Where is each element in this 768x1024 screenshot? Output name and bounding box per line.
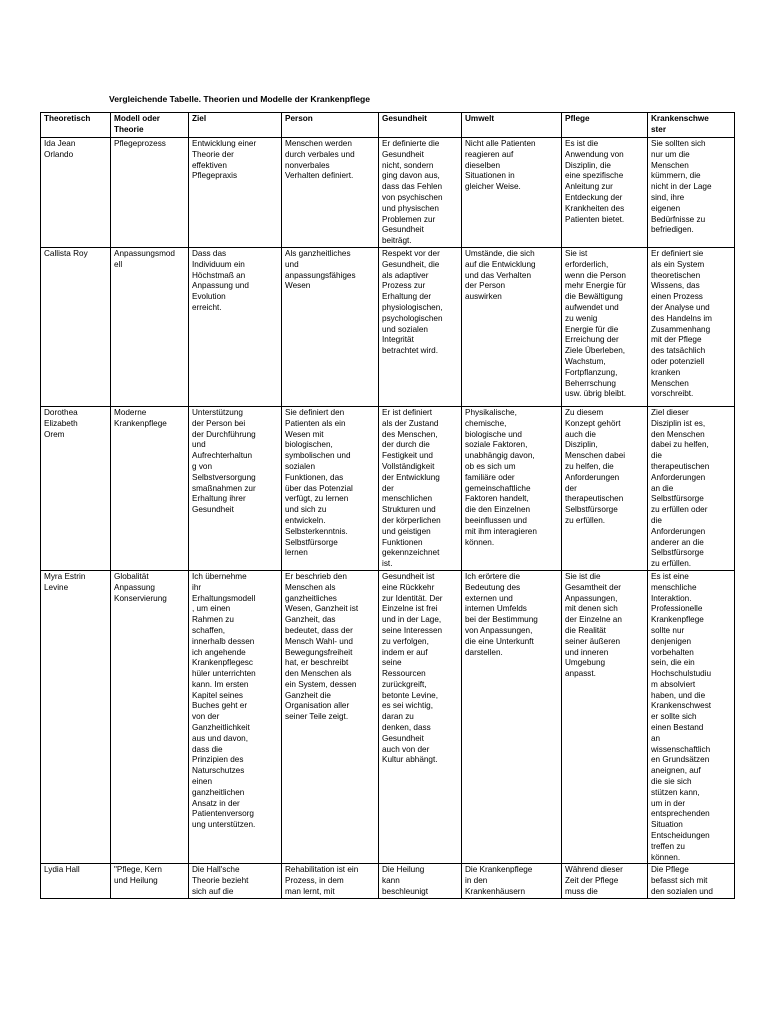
document-title: Vergleichende Tabelle. Theorien und Modelle der Krankenpflege — [109, 94, 371, 104]
header-pflege: Pflege — [562, 113, 648, 138]
table-cell: Dass das Individuum ein Höchstmaß an Anpassung und Evolution erreicht. — [189, 247, 282, 406]
table-cell: Die Heilung kann beschleunigt — [379, 864, 462, 898]
table-cell: Moderne Krankenpflege — [111, 406, 189, 570]
header-row — [41, 113, 735, 138]
table-row — [41, 138, 735, 248]
table-cell: Die Krankenpflege in den Krankenhäusern — [462, 864, 562, 898]
header-gesundheit: Gesundheit — [379, 113, 462, 138]
table-cell: Zu diesem Konzept gehört auch die Disziplin, Menschen dabei zu helfen, die Anforderungen der therapeutischen Selbstfürsorge zu erfüllen. — [562, 406, 648, 570]
header-theoretisch: Theoretisch — [41, 113, 111, 138]
header-ziel: Ziel — [189, 113, 282, 138]
table-cell: Ida Jean Orlando — [41, 138, 111, 248]
table-cell: Pflegeprozess — [111, 138, 189, 248]
table-cell: Er beschrieb den Menschen als ganzheitliches Wesen, Ganzheit ist Ganzheit, das bedeutet, dass der Mensch Wahl- und Bewegungsfreiheit hat, er beschreibt den Menschen als ein System, dessen Ganzheit die Organisation aller seiner Teile zeigt. — [282, 570, 379, 864]
table-cell: Während dieser Zeit der Pflege muss die — [562, 864, 648, 898]
table-cell: Unterstützung der Person bei der Durchführung und Aufrechterhaltun g von Selbstversorgung smaßnahmen zur Erhaltung ihrer Gesundheit — [189, 406, 282, 570]
table-cell: "Pflege, Kern und Heilung — [111, 864, 189, 898]
table-cell: Myra Estrin Levine — [41, 570, 111, 864]
table-cell: Umstände, die sich auf die Entwicklung und das Verhalten der Person auswirken — [462, 247, 562, 406]
table-cell: Nicht alle Patienten reagieren auf dieselben Situationen in gleicher Weise. — [462, 138, 562, 248]
table-row — [41, 406, 735, 570]
table-cell: Rehabilitation ist ein Prozess, in dem man lernt, mit — [282, 864, 379, 898]
table-cell: Ich übernehme ihr Erhaltungsmodell , um einen Rahmen zu schaffen, innerhalb dessen ich angehende Krankenpflegesc hüler unterrichten kann. Im ersten Kapitel seines Buches geht er von der Ganzheitlichkeit aus und davon, dass die Prinzipien des Naturschutzes einen ganzheitlichen Ansatz in der Patientenversorg ung unterstützen. — [189, 570, 282, 864]
table-cell: Sie definiert den Patienten als ein Wesen mit biologischen, symbolischen und sozialen Funktionen, das über das Potenzial verfügt, zu lernen und sich zu entwickeln. Selbsterkenntnis. Selbstfürsorge lernen — [282, 406, 379, 570]
header-umwelt: Umwelt — [462, 113, 562, 138]
table-cell: Lydia Hall — [41, 864, 111, 898]
table-row — [41, 864, 735, 898]
table-row — [41, 247, 735, 406]
table-cell: Physikalische, chemische, biologische und soziale Faktoren, unabhängig davon, ob es sich um familiäre oder gemeinschaftliche Faktoren handelt, die den Einzelnen beeinflussen und mit ihm interagieren können. — [462, 406, 562, 570]
table-cell: Als ganzheitliches und anpassungsfähiges Wesen — [282, 247, 379, 406]
table-cell: Er ist definiert als der Zustand des Menschen, der durch die Festigkeit und Vollständigkeit der Entwicklung der menschlichen Strukturen und der körperlichen und geistigen Funktionen gekennzeichnet ist. — [379, 406, 462, 570]
header-person: Person — [282, 113, 379, 138]
table-cell: Globalität Anpassung Konservierung — [111, 570, 189, 864]
table-cell: Er definiert sie als ein System theoretischen Wissens, das einen Prozess der Analyse und des Handelns im Zusammenhang mit der Pflege des tatsächlich oder potenziell kranken Menschen vorschreibt. — [648, 247, 735, 406]
table-cell: Anpassungsmod ell — [111, 247, 189, 406]
table-cell: Sie ist die Gesamtheit der Anpassungen, mit denen sich der Einzelne an die Realität seiner äußeren und inneren Umgebung anpasst. — [562, 570, 648, 864]
table-row — [41, 570, 735, 864]
table-cell: Menschen werden durch verbales und nonverbales Verhalten definiert. — [282, 138, 379, 248]
table-cell: Es ist eine menschliche Interaktion. Professionelle Krankenpflege sollte nur denjenigen vorbehalten sein, die ein Hochschulstudiu m absolviert haben, und die Krankenschwest er sollte sich einen Bestand an wissenschaftlich en Grundsätzen aneignen, auf die sie sich stützen kann, um in der entsprechenden Situation Entscheidungen treffen zu können. — [648, 570, 735, 864]
table-cell: Es ist die Anwendung von Disziplin, die eine spezifische Anleitung zur Entdeckung der Krankheiten des Patienten bietet. — [562, 138, 648, 248]
table-cell: Er definierte die Gesundheit nicht, sondern ging davon aus, dass das Fehlen von psychischen und physischen Problemen zur Gesundheit beiträgt. — [379, 138, 462, 248]
table-cell: Sie sollten sich nur um die Menschen kümmern, die nicht in der Lage sind, ihre eigenen Bedürfnisse zu befriedigen. — [648, 138, 735, 248]
table-cell: Die Hall'sche Theorie bezieht sich auf die — [189, 864, 282, 898]
header-krankenschwester: Krankenschwe ster — [648, 113, 735, 138]
table-cell: Entwicklung einer Theorie der effektiven Pflegepraxis — [189, 138, 282, 248]
table-cell: Die Pflege befasst sich mit den sozialen und — [648, 864, 735, 898]
table-cell: Sie ist erforderlich, wenn die Person mehr Energie für die Bewältigung aufwendet und zu wenig Energie für die Erreichung der Ziele Überleben, Wachstum, Fortpflanzung, Beherrschung usw. übrig bleibt. — [562, 247, 648, 406]
table-cell: Ziel dieser Disziplin ist es, den Menschen dabei zu helfen, die therapeutischen Anforderungen an die Selbstfürsorge zu erfüllen oder die Anforderungen anderer an die Selbstfürsorge zu erfüllen. — [648, 406, 735, 570]
table-cell: Dorothea Elizabeth Orem — [41, 406, 111, 570]
table-cell: Callista Roy — [41, 247, 111, 406]
comparison-table — [40, 112, 735, 899]
table-cell: Gesundheit ist eine Rückkehr zur Identität. Der Einzelne ist frei und in der Lage, seine Interessen zu verfolgen, indem er auf seine Ressourcen zurückgreift, betonte Levine, es sei wichtig, daran zu denken, dass Gesundheit auch von der Kultur abhängt. — [379, 570, 462, 864]
header-modell: Modell oder Theorie — [111, 113, 189, 138]
table-cell: Respekt vor der Gesundheit, die als adaptiver Prozess zur Erhaltung der physiologischen, psychologischen und sozialen Integrität betrachtet wird. — [379, 247, 462, 406]
table-cell: Ich erörtere die Bedeutung des externen und internen Umfelds bei der Bestimmung von Anpassungen, die eine Unterkunft darstellen. — [462, 570, 562, 864]
